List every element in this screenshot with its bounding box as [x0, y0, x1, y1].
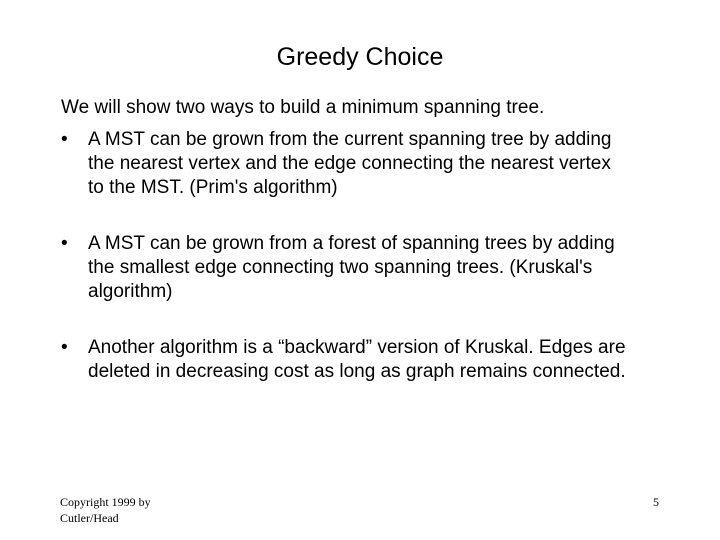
bullet-icon: • — [61, 337, 68, 358]
bullet-item-prim — [61, 128, 681, 200]
bullet-line: A MST can be grown from the current spanning tree by adding — [88, 129, 612, 150]
bullet-item-reverse-kruskal — [61, 336, 681, 384]
bullet-icon: • — [61, 129, 68, 150]
bullet-line: A MST can be grown from a forest of spanning trees by adding — [88, 233, 615, 254]
bullet-line: to the MST. (Prim's algorithm) — [88, 177, 338, 198]
bullet-icon: • — [61, 233, 68, 254]
page-number: 5 — [653, 495, 659, 509]
bullet-line: Another algorithm is a “backward” version of Kruskal. Edges are — [88, 337, 626, 358]
bullet-line: the smallest edge connecting two spanning trees. (Kruskal's — [88, 257, 593, 278]
intro-text: We will show two ways to build a minimum spanning tree. — [61, 97, 545, 118]
bullet-text — [88, 336, 681, 384]
copyright-line: Copyright 1999 by — [60, 495, 151, 509]
bullet-text — [88, 128, 681, 200]
copyright-line: Cutler/Head — [60, 511, 119, 525]
bullet-text — [88, 232, 681, 304]
bullet-line: deleted in decreasing cost as long as graph remains connected. — [88, 361, 626, 382]
copyright-footer — [60, 494, 151, 526]
slide-title: Greedy Choice — [276, 43, 444, 71]
bullet-item-kruskal — [61, 232, 681, 304]
bullet-line: the nearest vertex and the edge connecting the nearest vertex — [88, 153, 611, 174]
bullet-line: algorithm) — [88, 281, 173, 302]
